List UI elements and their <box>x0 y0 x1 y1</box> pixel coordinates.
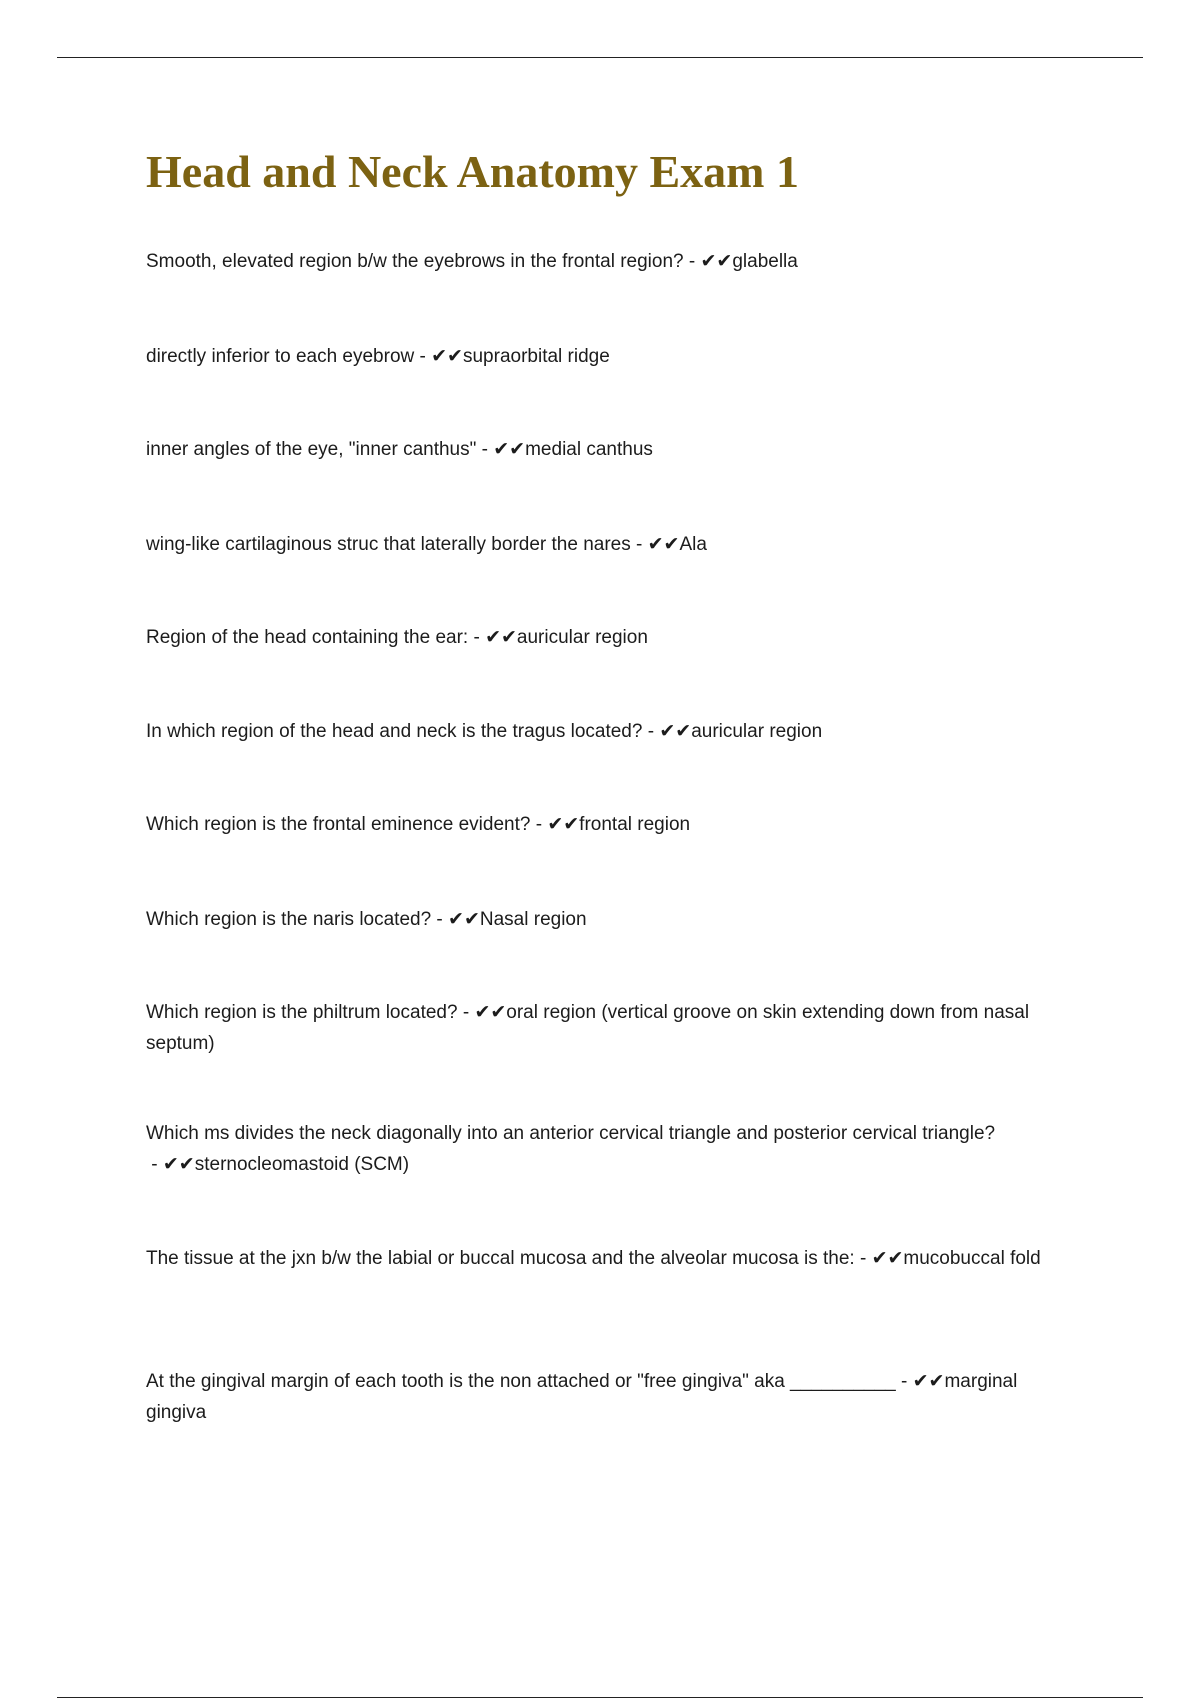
qa-item-9 <box>146 997 1076 1059</box>
answer-text: auricular region <box>691 721 823 742</box>
answer-text: marginal gingiva <box>146 1371 1018 1423</box>
double-check-icon: ✔✔ <box>448 908 480 930</box>
double-check-icon: ✔✔ <box>659 720 692 742</box>
answer-text: supraorbital ridge <box>462 346 610 367</box>
qa-item-6 <box>146 716 1076 747</box>
question-text: At the gingival margin of each tooth is the non attached or "free gingiva" aka __________ <box>146 1371 896 1392</box>
separator: - <box>683 251 701 272</box>
qa-item-12 <box>146 1366 1076 1428</box>
separator: - <box>630 534 648 555</box>
qa-item-7 <box>146 809 1076 840</box>
qa-item-3 <box>146 434 1076 465</box>
question-text: Which ms divides the neck diagonally into an anterior cervical triangle and posterior cervical triangle? <box>146 1123 996 1144</box>
answer-text: oral region (vertical groove on skin extending down from nasal septum) <box>146 1002 1030 1054</box>
qa-item-8 <box>146 904 1076 935</box>
double-check-icon: ✔✔ <box>474 1001 507 1023</box>
question-text: inner angles of the eye, "inner canthus" <box>146 439 477 460</box>
double-check-icon: ✔✔ <box>647 533 680 555</box>
question-text: wing-like cartilaginous struc that laterally border the nares <box>146 534 631 555</box>
answer-text: auricular region <box>516 627 648 648</box>
separator: - <box>468 627 486 648</box>
qa-item-1 <box>146 246 1076 277</box>
question-text: Smooth, elevated region b/w the eyebrows in the frontal region? <box>146 251 684 272</box>
double-check-icon: ✔✔ <box>162 1153 195 1175</box>
separator: - <box>431 909 449 930</box>
qa-item-2 <box>146 341 1076 372</box>
answer-text: mucobuccal fold <box>903 1248 1041 1269</box>
double-check-icon: ✔✔ <box>493 438 526 460</box>
separator: - <box>530 814 548 835</box>
separator: - <box>414 346 432 367</box>
double-check-icon: ✔✔ <box>700 250 733 272</box>
double-check-icon: ✔✔ <box>871 1247 904 1269</box>
separator: - <box>457 1002 475 1023</box>
document-title: Head and Neck Anatomy Exam 1 <box>146 146 799 197</box>
double-check-icon: ✔✔ <box>485 626 517 648</box>
answer-text: medial canthus <box>525 439 653 460</box>
question-text: In which region of the head and neck is the tragus located? <box>146 721 643 742</box>
question-text: Which region is the philtrum located? <box>146 1002 458 1023</box>
qa-item-11 <box>146 1243 1076 1274</box>
qa-item-4 <box>146 529 1076 560</box>
qa-item-5 <box>146 622 1076 653</box>
question-text: Which region is the frontal eminence evident? <box>146 814 531 835</box>
answer-text: sternocleomastoid (SCM) <box>194 1154 410 1175</box>
separator: - <box>476 439 494 460</box>
double-check-icon: ✔✔ <box>912 1370 945 1392</box>
separator: - <box>895 1371 913 1392</box>
qa-item-10 <box>146 1118 1076 1180</box>
top-rule <box>57 57 1143 58</box>
answer-text: Ala <box>679 534 707 555</box>
question-text: The tissue at the jxn b/w the labial or buccal mucosa and the alveolar mucosa is the: <box>146 1248 855 1269</box>
answer-text: glabella <box>732 251 798 272</box>
bottom-rule <box>57 1697 1143 1698</box>
double-check-icon: ✔✔ <box>431 345 463 367</box>
double-check-icon: ✔✔ <box>547 813 580 835</box>
question-text: Region of the head containing the ear: <box>146 627 469 648</box>
answer-text: frontal region <box>579 814 691 835</box>
separator: - <box>854 1248 872 1269</box>
question-text: Which region is the naris located? <box>146 909 432 930</box>
question-text: directly inferior to each eyebrow <box>146 346 415 367</box>
separator: - <box>642 721 660 742</box>
separator: - <box>146 1154 163 1175</box>
answer-text: Nasal region <box>479 909 587 930</box>
